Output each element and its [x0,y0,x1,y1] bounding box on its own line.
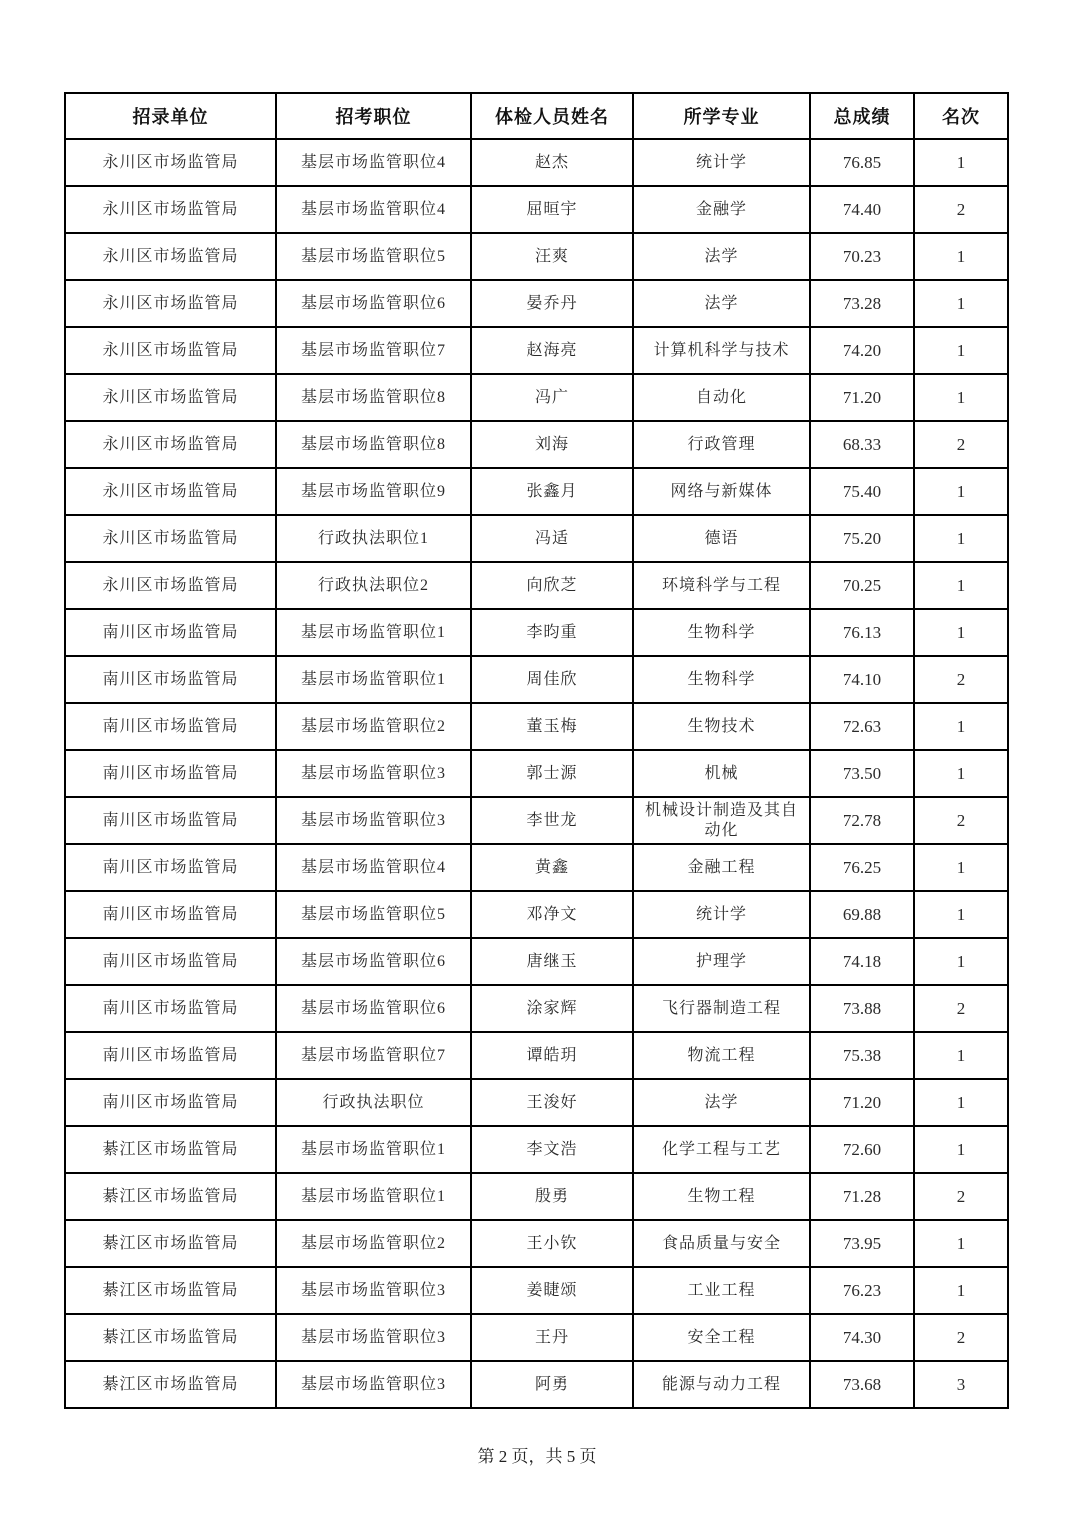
cell-position: 基层市场监管职位3 [276,1267,471,1314]
cell-score: 74.20 [810,327,914,374]
cell-major: 金融学 [633,186,810,233]
cell-position: 行政执法职位1 [276,515,471,562]
cell-position: 基层市场监管职位1 [276,609,471,656]
table-row [65,186,1008,233]
header-row [65,93,1008,139]
header-score: 总成绩 [810,93,914,139]
table-row [65,891,1008,938]
table-row [65,562,1008,609]
cell-name: 冯广 [471,374,633,421]
cell-name: 刘海 [471,421,633,468]
cell-rank: 2 [914,1314,1008,1361]
cell-score: 76.23 [810,1267,914,1314]
cell-rank: 1 [914,562,1008,609]
cell-score: 73.88 [810,985,914,1032]
cell-unit: 南川区市场监管局 [65,656,276,703]
cell-name: 王小钦 [471,1220,633,1267]
table-row [65,421,1008,468]
cell-name: 赵杰 [471,139,633,186]
cell-score: 70.23 [810,233,914,280]
table-row [65,1267,1008,1314]
cell-major: 行政管理 [633,421,810,468]
cell-position: 基层市场监管职位4 [276,186,471,233]
cell-name: 向欣芝 [471,562,633,609]
cell-unit: 南川区市场监管局 [65,797,276,844]
table-row [65,750,1008,797]
cell-rank: 1 [914,609,1008,656]
cell-name: 李文浩 [471,1126,633,1173]
cell-major: 法学 [633,280,810,327]
page-footer: 第 2 页，共 5 页 [477,1447,597,1466]
cell-unit: 綦江区市场监管局 [65,1361,276,1408]
cell-rank: 1 [914,844,1008,891]
cell-name: 李昀重 [471,609,633,656]
cell-score: 71.28 [810,1173,914,1220]
cell-score: 75.38 [810,1032,914,1079]
cell-name: 冯适 [471,515,633,562]
table-row [65,280,1008,327]
cell-score: 70.25 [810,562,914,609]
cell-position: 基层市场监管职位6 [276,985,471,1032]
cell-unit: 南川区市场监管局 [65,891,276,938]
cell-name: 涂家辉 [471,985,633,1032]
cell-major: 金融工程 [633,844,810,891]
table-body [65,139,1008,1408]
cell-position: 基层市场监管职位2 [276,1220,471,1267]
cell-position: 基层市场监管职位2 [276,703,471,750]
cell-rank: 1 [914,374,1008,421]
cell-score: 68.33 [810,421,914,468]
cell-name: 黄鑫 [471,844,633,891]
cell-name: 李世龙 [471,797,633,844]
cell-major: 安全工程 [633,1314,810,1361]
cell-rank: 1 [914,1126,1008,1173]
table-row [65,797,1008,844]
cell-name: 郭士源 [471,750,633,797]
table-row [65,374,1008,421]
cell-major: 飞行器制造工程 [633,985,810,1032]
table-row [65,233,1008,280]
cell-score: 69.88 [810,891,914,938]
cell-unit: 綦江区市场监管局 [65,1173,276,1220]
table-row [65,703,1008,750]
cell-major: 计算机科学与技术 [633,327,810,374]
cell-rank: 1 [914,1079,1008,1126]
cell-name: 张鑫月 [471,468,633,515]
cell-rank: 1 [914,327,1008,374]
cell-unit: 永川区市场监管局 [65,327,276,374]
table-row [65,1361,1008,1408]
cell-major: 生物技术 [633,703,810,750]
cell-unit: 永川区市场监管局 [65,562,276,609]
cell-rank: 2 [914,186,1008,233]
header-position: 招考职位 [276,93,471,139]
table-row [65,1314,1008,1361]
table-row [65,1079,1008,1126]
cell-unit: 南川区市场监管局 [65,750,276,797]
cell-position: 行政执法职位2 [276,562,471,609]
cell-name: 姜睫颂 [471,1267,633,1314]
cell-rank: 1 [914,750,1008,797]
cell-name: 殷勇 [471,1173,633,1220]
cell-position: 基层市场监管职位5 [276,891,471,938]
cell-rank: 1 [914,1220,1008,1267]
cell-unit: 永川区市场监管局 [65,421,276,468]
cell-position: 基层市场监管职位3 [276,797,471,844]
cell-position: 基层市场监管职位7 [276,327,471,374]
cell-rank: 1 [914,891,1008,938]
cell-name: 阿勇 [471,1361,633,1408]
cell-major: 生物科学 [633,609,810,656]
cell-position: 基层市场监管职位3 [276,750,471,797]
cell-position: 基层市场监管职位8 [276,421,471,468]
cell-unit: 永川区市场监管局 [65,280,276,327]
cell-unit: 南川区市场监管局 [65,938,276,985]
cell-rank: 1 [914,233,1008,280]
cell-rank: 1 [914,1267,1008,1314]
cell-score: 71.20 [810,374,914,421]
table-row [65,468,1008,515]
table-header [65,93,1008,139]
cell-major: 统计学 [633,891,810,938]
cell-name: 王丹 [471,1314,633,1361]
cell-score: 74.10 [810,656,914,703]
cell-name: 唐继玉 [471,938,633,985]
cell-unit: 綦江区市场监管局 [65,1220,276,1267]
cell-unit: 綦江区市场监管局 [65,1267,276,1314]
cell-major: 食品质量与安全 [633,1220,810,1267]
table-row [65,139,1008,186]
cell-unit: 南川区市场监管局 [65,985,276,1032]
cell-major: 网络与新媒体 [633,468,810,515]
cell-rank: 1 [914,938,1008,985]
cell-major: 自动化 [633,374,810,421]
cell-rank: 1 [914,139,1008,186]
cell-major: 生物工程 [633,1173,810,1220]
cell-unit: 南川区市场监管局 [65,609,276,656]
cell-unit: 永川区市场监管局 [65,233,276,280]
cell-score: 72.63 [810,703,914,750]
cell-score: 73.50 [810,750,914,797]
results-table [64,92,1009,1409]
cell-position: 行政执法职位 [276,1079,471,1126]
header-name: 体检人员姓名 [471,93,633,139]
cell-rank: 2 [914,985,1008,1032]
cell-major: 机械设计制造及其自动化 [633,797,810,844]
table-row [65,515,1008,562]
table-row [65,1126,1008,1173]
cell-major: 化学工程与工艺 [633,1126,810,1173]
cell-position: 基层市场监管职位4 [276,844,471,891]
cell-rank: 1 [914,468,1008,515]
cell-major: 法学 [633,233,810,280]
cell-score: 72.60 [810,1126,914,1173]
cell-major: 统计学 [633,139,810,186]
cell-major: 生物科学 [633,656,810,703]
cell-score: 74.40 [810,186,914,233]
cell-major: 德语 [633,515,810,562]
cell-major: 法学 [633,1079,810,1126]
table-row [65,1032,1008,1079]
cell-position: 基层市场监管职位3 [276,1314,471,1361]
cell-score: 75.40 [810,468,914,515]
cell-score: 75.20 [810,515,914,562]
table-row [65,609,1008,656]
table-row [65,1220,1008,1267]
cell-position: 基层市场监管职位1 [276,1126,471,1173]
cell-name: 赵海亮 [471,327,633,374]
header-major: 所学专业 [633,93,810,139]
cell-rank: 2 [914,1173,1008,1220]
cell-position: 基层市场监管职位1 [276,656,471,703]
cell-position: 基层市场监管职位9 [276,468,471,515]
cell-major: 机械 [633,750,810,797]
cell-score: 73.95 [810,1220,914,1267]
cell-name: 屈晅宇 [471,186,633,233]
cell-position: 基层市场监管职位8 [276,374,471,421]
cell-unit: 永川区市场监管局 [65,515,276,562]
cell-rank: 2 [914,797,1008,844]
table-row [65,1173,1008,1220]
cell-score: 76.25 [810,844,914,891]
cell-score: 76.13 [810,609,914,656]
cell-unit: 永川区市场监管局 [65,468,276,515]
cell-rank: 1 [914,1032,1008,1079]
cell-name: 周佳欣 [471,656,633,703]
cell-major: 能源与动力工程 [633,1361,810,1408]
cell-name: 晏乔丹 [471,280,633,327]
cell-position: 基层市场监管职位3 [276,1361,471,1408]
cell-name: 谭皓玥 [471,1032,633,1079]
table-row [65,656,1008,703]
cell-name: 汪爽 [471,233,633,280]
cell-rank: 1 [914,703,1008,750]
cell-score: 73.68 [810,1361,914,1408]
cell-major: 护理学 [633,938,810,985]
cell-unit: 永川区市场监管局 [65,186,276,233]
header-unit: 招录单位 [65,93,276,139]
cell-unit: 南川区市场监管局 [65,1032,276,1079]
cell-major: 工业工程 [633,1267,810,1314]
cell-rank: 1 [914,280,1008,327]
cell-unit: 綦江区市场监管局 [65,1126,276,1173]
cell-unit: 永川区市场监管局 [65,139,276,186]
cell-rank: 2 [914,656,1008,703]
cell-position: 基层市场监管职位7 [276,1032,471,1079]
cell-score: 74.30 [810,1314,914,1361]
cell-unit: 南川区市场监管局 [65,1079,276,1126]
table-row [65,327,1008,374]
cell-score: 71.20 [810,1079,914,1126]
cell-score: 76.85 [810,139,914,186]
cell-rank: 2 [914,421,1008,468]
cell-unit: 綦江区市场监管局 [65,1314,276,1361]
cell-rank: 3 [914,1361,1008,1408]
cell-unit: 南川区市场监管局 [65,703,276,750]
cell-position: 基层市场监管职位6 [276,280,471,327]
cell-score: 73.28 [810,280,914,327]
cell-position: 基层市场监管职位6 [276,938,471,985]
cell-rank: 1 [914,515,1008,562]
cell-major: 环境科学与工程 [633,562,810,609]
cell-name: 邓净文 [471,891,633,938]
header-rank: 名次 [914,93,1008,139]
cell-score: 74.18 [810,938,914,985]
cell-position: 基层市场监管职位1 [276,1173,471,1220]
cell-unit: 永川区市场监管局 [65,374,276,421]
cell-name: 董玉梅 [471,703,633,750]
table-row [65,938,1008,985]
cell-score: 72.78 [810,797,914,844]
table-row [65,985,1008,1032]
cell-name: 王浚好 [471,1079,633,1126]
cell-major: 物流工程 [633,1032,810,1079]
table-row [65,844,1008,891]
cell-position: 基层市场监管职位4 [276,139,471,186]
cell-position: 基层市场监管职位5 [276,233,471,280]
cell-unit: 南川区市场监管局 [65,844,276,891]
